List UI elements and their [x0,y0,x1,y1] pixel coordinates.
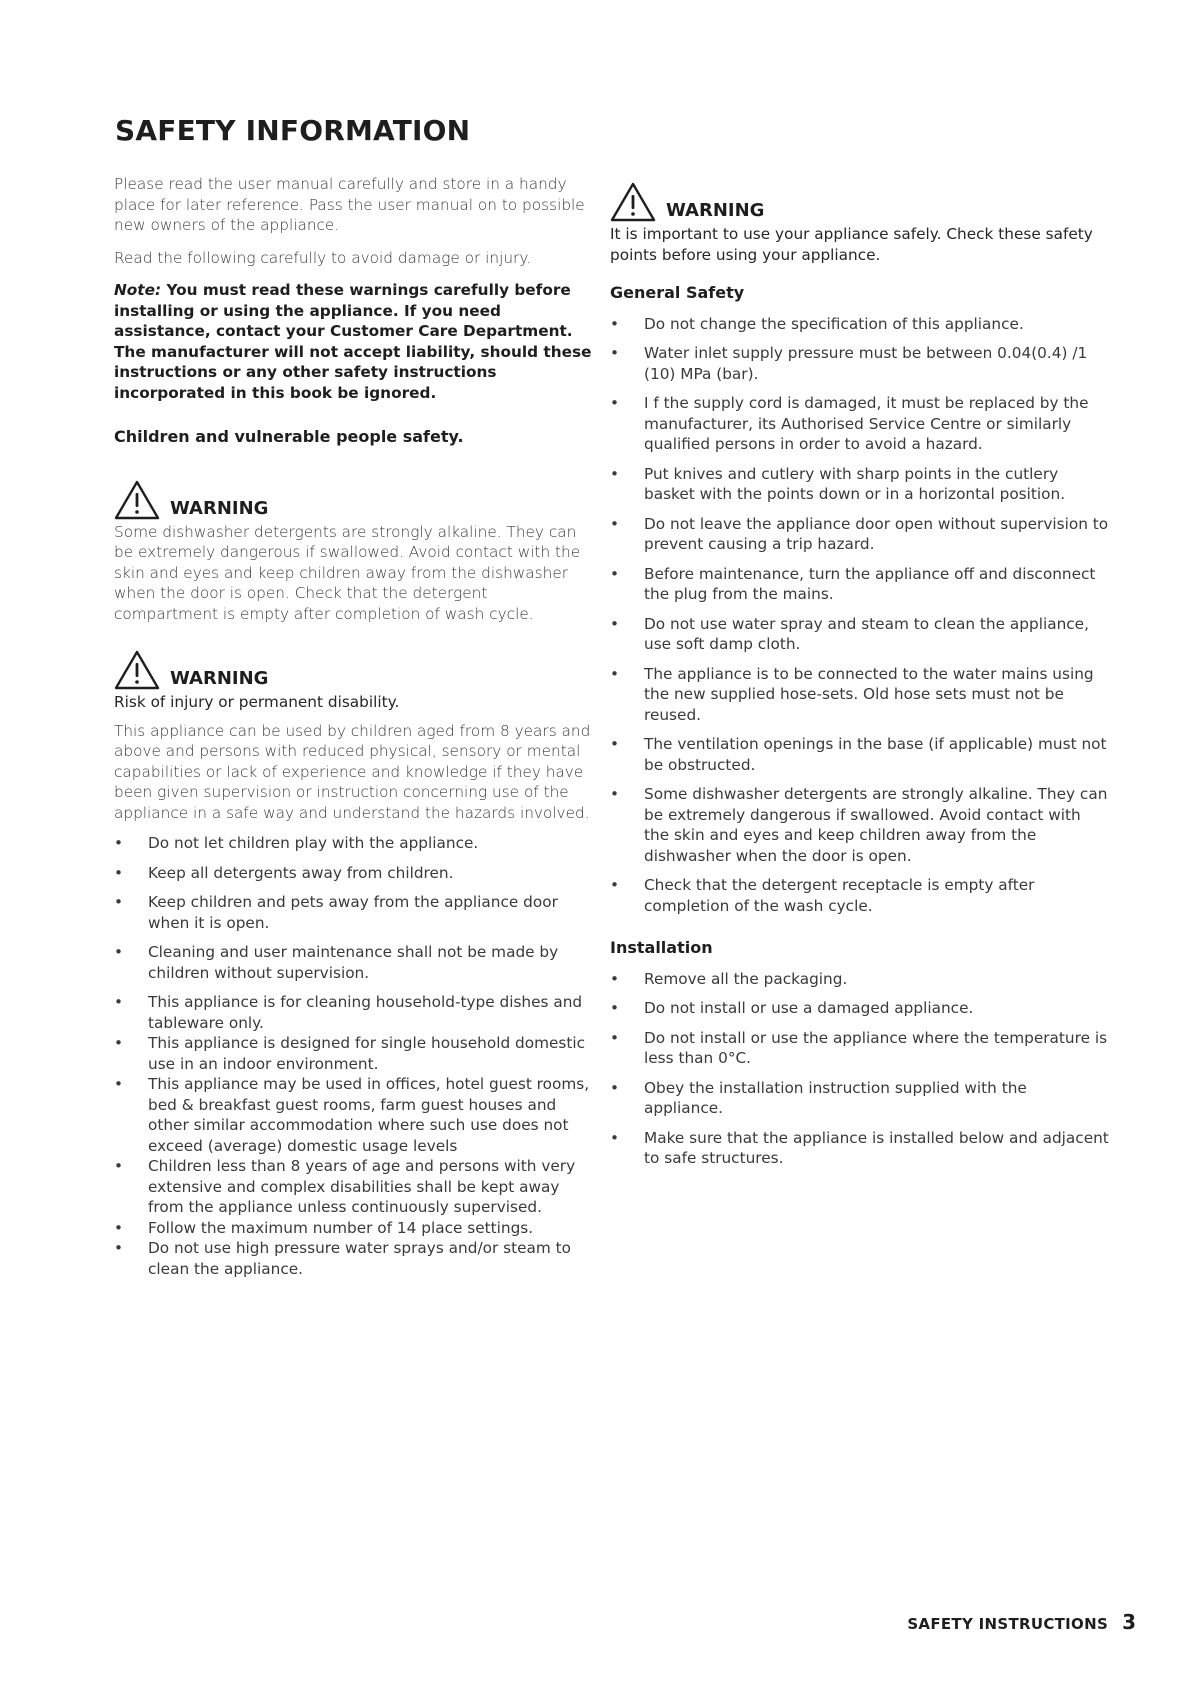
note-label: Note: [114,281,162,299]
list-item: • Children less than 8 years of age and persons with very extensive and complex disabilities shall be kept away from the appliance unless continuously supervised. [114,1156,594,1218]
list-item: • Do not use water spray and steam to clean the appliance, use soft damp cloth. [610,614,1110,655]
page-footer [907,1610,1136,1634]
list-item: • Before maintenance, turn the appliance off and disconnect the plug from the mains. [610,564,1110,605]
list-item: • Obey the installation instruction supplied with the appliance. [610,1078,1110,1119]
list-item: • This appliance is for cleaning household-type dishes and tableware only. [114,992,594,1033]
footer-section-label: SAFETY INSTRUCTIONS [907,1615,1109,1633]
warning-text: It is important to use your appliance safely. Check these safety points before using your appliance. [610,225,1093,264]
warning-label: WARNING [666,200,765,221]
warning-label: WARNING [170,668,269,689]
list-item: • The ventilation openings in the base (if applicable) must not be obstructed. [610,734,1110,775]
list-item: • Remove all the packaging. [610,969,1110,990]
note-paragraph [114,280,594,403]
intro-paragraph: Read the following carefully to avoid damage or injury. [114,248,532,267]
children-bullet-list [114,833,594,1033]
left-column [114,174,594,1279]
list-item: • Do not install or use the appliance where the temperature is less than 0°C. [610,1028,1110,1069]
list-item: • I f the supply cord is damaged, it must be replaced by the manufacturer, its Authorised Service Centre or similarly qualified persons in order to avoid a hazard. [610,393,1110,455]
list-item: • Do not install or use a damaged appliance. [610,998,1110,1019]
general-safety-heading: General Safety [610,283,745,302]
warning-intro: Risk of injury or permanent disability. [114,693,400,711]
warning-header [114,646,594,690]
general-safety-list [610,314,1110,917]
list-item: • Check that the detergent receptacle is empty after completion of the wash cycle. [610,875,1110,916]
usage-bullet-list [114,1033,594,1279]
list-item: • The appliance is to be connected to the water mains using the new supplied hose-sets. Old hose sets must not be reused. [610,664,1110,726]
list-item: • Do not change the specification of this appliance. [610,314,1110,335]
list-item: • Keep all detergents away from children. [114,863,594,884]
list-item: • This appliance may be used in offices, hotel guest rooms, bed & breakfast guest rooms, farm guest houses and other similar accommodation where such use does not exceed (average) domestic usage levels [114,1074,594,1156]
list-item: • Water inlet supply pressure must be between 0.04(0.4) /1 (10) MPa (bar). [610,343,1110,384]
list-item: • Do not use high pressure water sprays and/or steam to clean the appliance. [114,1238,594,1279]
warning-block-disability [114,646,594,823]
list-item: • This appliance is designed for single household domestic use in an indoor environment. [114,1033,594,1074]
list-item: • Do not let children play with the appliance. [114,833,594,854]
note-text: You must read these warnings carefully before installing or using the appliance. If you need assistance, contact your Customer Care Department. The manufacturer will not accept liability, should these instructions or any other safety instructions incorporated in this book be ignored. [114,281,592,402]
warning-text: This appliance can be used by children aged from 8 years and above and persons with reduced physical, sensory or mental capabilities or lack of experience and knowledge if they have been given supervision or instruction concerning use of the appliance in a safe way and understand the hazards involved. [114,721,591,822]
list-item: • Follow the maximum number of 14 place settings. [114,1218,594,1239]
warning-triangle-icon [114,480,160,520]
list-item: • Do not leave the appliance door open without supervision to prevent causing a trip hazard. [610,514,1110,555]
right-column [610,174,1110,1178]
warning-label: WARNING [170,497,269,519]
installation-list [610,969,1110,1169]
list-item: • Put knives and cutlery with sharp points in the cutlery basket with the points down or in a horizontal position. [610,464,1110,505]
warning-block-detergents [114,476,594,625]
list-item: • Make sure that the appliance is installed below and adjacent to safe structures. [610,1128,1110,1169]
warning-triangle-icon [610,182,656,222]
warning-triangle-icon [114,650,160,690]
list-item: • Keep children and pets away from the appliance door when it is open. [114,892,594,933]
children-safety-heading: Children and vulnerable people safety. [114,427,464,446]
list-item: • Cleaning and user maintenance shall not be made by children without supervision. [114,942,594,983]
list-item: • Some dishwasher detergents are strongly alkaline. They can be extremely dangerous if swallowed. Avoid contact with the skin and eyes and keep children away from the dishwasher when the door is open. [610,784,1110,866]
warning-block-general [610,174,1110,265]
warning-header [610,174,1110,222]
warning-text: Some dishwasher detergents are strongly alkaline. They can be extremely dangerous if swallowed. Avoid contact with the skin and eyes and keep children away from the dishwasher when the door is open. Check that the detergent compartment is empty after completion of wash cycle. [114,522,581,623]
page-title: SAFETY INFORMATION [115,114,471,147]
installation-heading: Installation [610,938,713,957]
warning-header [114,476,594,520]
intro-paragraph: Please read the user manual carefully and store in a handy place for later reference. Pass the user manual on to possible new owners of the appliance. [114,175,585,234]
page-number: 3 [1122,1610,1136,1634]
